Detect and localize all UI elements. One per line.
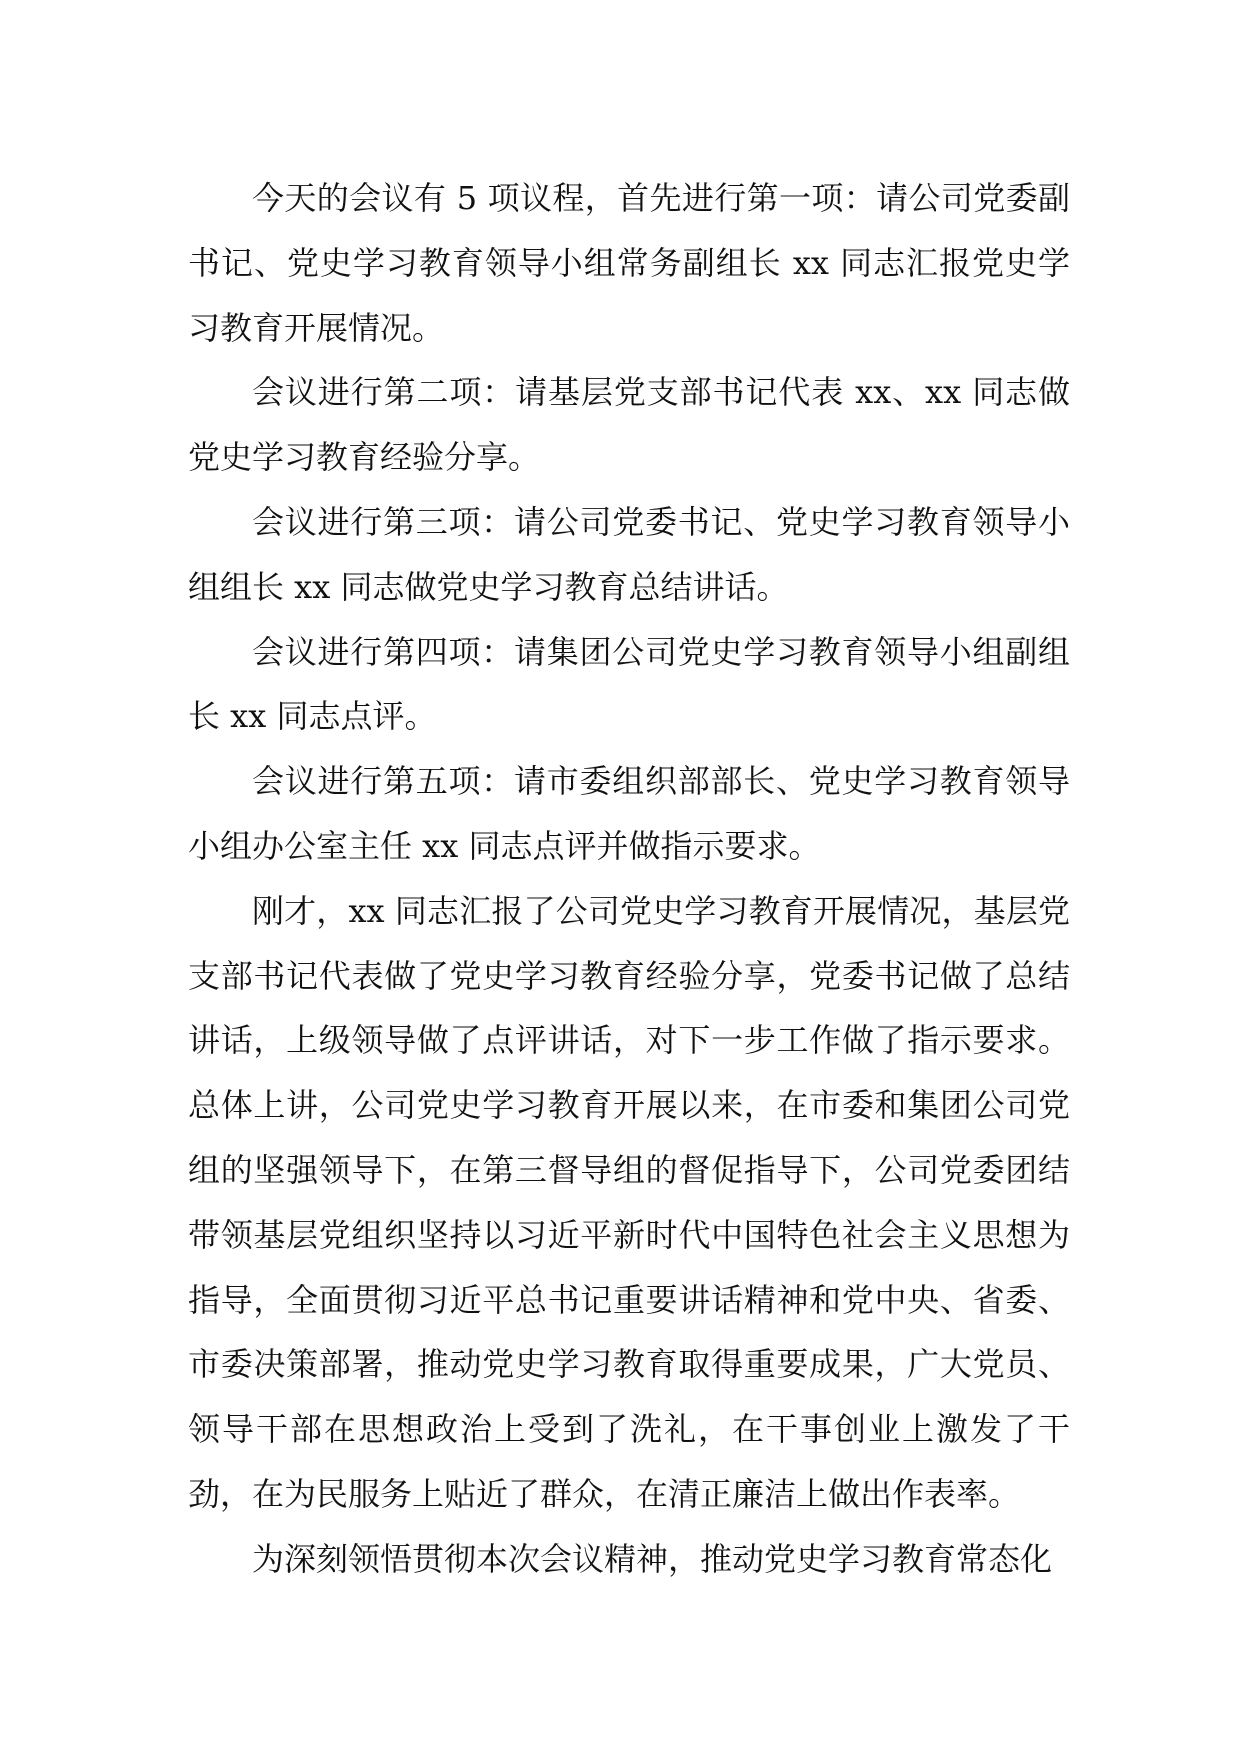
paragraph-agenda-intro: 今天的会议有 5 项议程，首先进行第一项：请公司党委副书记、党史学习教育领导小组常务副组长 xx 同志汇报党史学习教育开展情况。 xyxy=(188,179,1070,347)
paragraph-agenda-item-3: 会议进行第三项：请公司党委书记、党史学习教育领导小组组长 xx 同志做党史学习教育总结讲话。 xyxy=(188,502,1070,606)
document-body xyxy=(188,166,1070,1592)
paragraph-agenda-item-5: 会议进行第五项：请市委组织部部长、党史学习教育领导小组办公室主任 xx 同志点评并做指示要求。 xyxy=(188,762,1070,865)
paragraph-agenda-item-2: 会议进行第二项：请基层党支部书记代表 xx、xx 同志做党史学习教育经验分享。 xyxy=(188,373,1070,477)
paragraph-agenda-item-4: 会议进行第四项：请集团公司党史学习教育领导小组副组长 xx 同志点评。 xyxy=(188,632,1070,736)
paragraph-closing: 为深刻领悟贯彻本次会议精神，推动党史学习教育常态化 xyxy=(252,1539,1053,1578)
paragraph-summary: 刚才，xx 同志汇报了公司党史学习教育开展情况，基层党支部书记代表做了党史学习教育经验分享，党委书记做了总结讲话，上级领导做了点评讲话，对下一步工作做了指示要求。总体上讲，公司党史学习教育开展以来，在市委和集团公司党组的坚强领导下，在第三督导组的督促指导下，公司党委团结带领基层党组织坚持以习近平新时代中国特色社会主义思想为指导，全面贯彻习近平总书记重要讲话精神和党中央、省委、市委决策部署，推动党史学习教育取得重要成果，广大党员、领导干部在思想政治上受到了洗礼，在干事创业上激发了干劲，在为民服务上贴近了群众，在清正廉洁上做出作表率。 xyxy=(188,891,1070,1513)
